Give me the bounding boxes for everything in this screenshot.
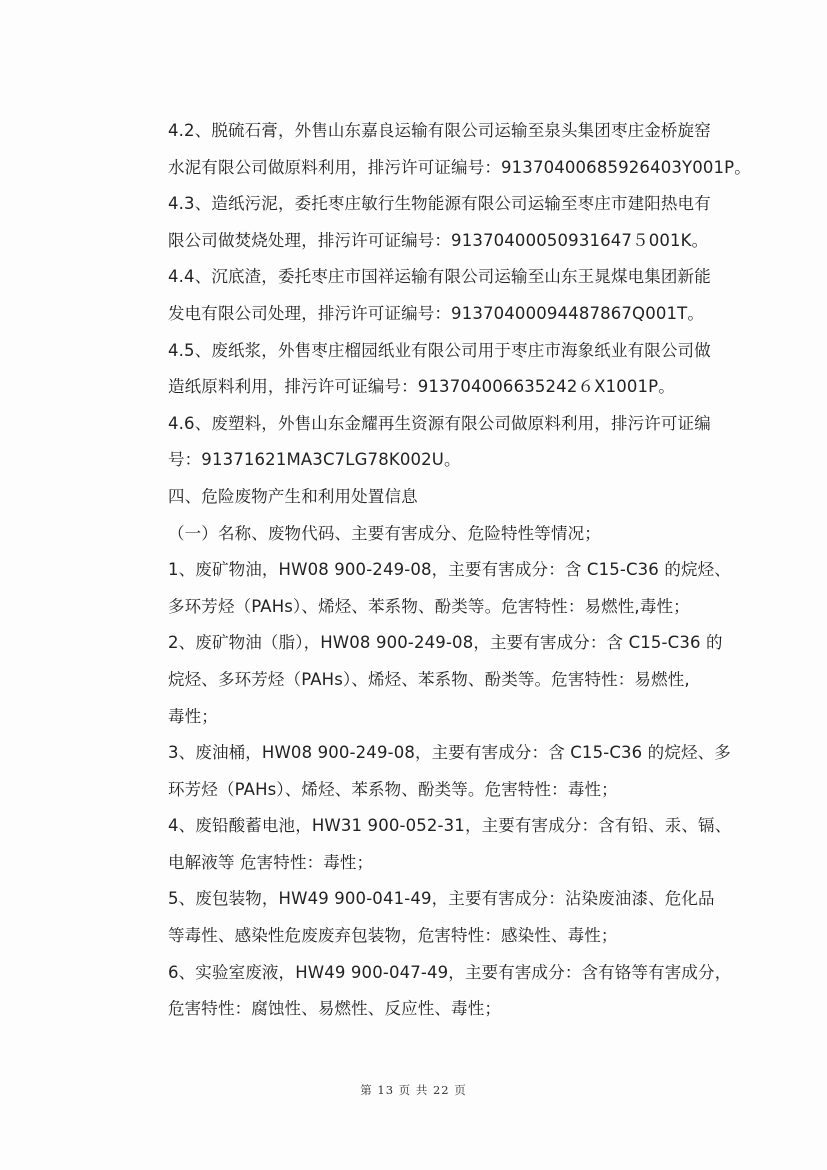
text-line: 发电有限公司处理，排污许可证编号：91370400094487867Q001T。 (168, 303, 705, 323)
text-line: 造纸原料利用，排污许可证编号：913704006635242６X1001P。 (168, 377, 675, 397)
text-line: 6、实验室废液，HW49 900-047-49，主要有害成分：含有铬等有害成分， (168, 962, 732, 982)
document-body (168, 113, 751, 1028)
subsection-heading: （一）名称、废物代码、主要有害成分、危险特性等情况； (168, 523, 601, 543)
text-line: 水泥有限公司做原料利用，排污许可证编号：91370400685926403Y001P。 (168, 157, 751, 177)
text-line: 4、废铅酸蓄电池，HW31 900-052-31，主要有害成分：含有铅、汞、镉、 (168, 816, 732, 836)
text-line: 4.4、沉底渣，委托枣庄市国祥运输有限公司运输至山东王晁煤电集团新能 (168, 267, 711, 287)
text-line: 危害特性：腐蚀性、易燃性、反应性、毒性； (168, 999, 501, 1019)
text-line: 限公司做焚烧处理，排污许可证编号：91370400050931647５001K。 (168, 230, 709, 250)
text-line: 3、废油桶，HW08 900-249-08，主要有害成分：含 C15-C36 的烷烃、多 (168, 743, 731, 763)
text-line: 4.5、废纸浆，外售枣庄榴园纸业有限公司用于枣庄市海象纸业有限公司做 (168, 340, 711, 360)
text-line: 毒性； (168, 706, 218, 726)
text-line: 电解液等 危害特性：毒性； (168, 852, 374, 872)
text-line: 5、废包装物，HW49 900-041-49，主要有害成分：沾染废油漆、危化品 (168, 889, 715, 909)
text-line: 2、废矿物油（脂），HW08 900-249-08，主要有害成分：含 C15-C36 的 (168, 633, 723, 653)
text-line: 等毒性、感染性危废废弃包装物，危害特性：感染性、毒性； (168, 926, 618, 946)
text-line: 环芳烃（PAHs）、烯烃、苯系物、酚类等。危害特性：毒性； (168, 779, 618, 799)
page-number: 第 13 页 共 22 页 (360, 1083, 467, 1097)
text-line: 号：91371621MA3C7LG78K002U。 (168, 450, 461, 470)
text-line: 4.2、脱硫石膏，外售山东嘉良运输有限公司运输至泉头集团枣庄金桥旋窑 (168, 121, 711, 140)
text-line: 1、废矿物油，HW08 900-249-08，主要有害成分：含 C15-C36 的烷烃、 (168, 560, 731, 580)
section-heading: 四、危险废物产生和利用处置信息 (168, 486, 418, 506)
text-line: 烷烃、多环芳烃（PAHs）、烯烃、苯系物、酚类等。危害特性：易燃性, (168, 669, 690, 689)
text-line: 4.6、废塑料，外售山东金耀再生资源有限公司做原料利用，排污许可证编 (168, 413, 711, 433)
text-line: 4.3、造纸污泥，委托枣庄敏行生物能源有限公司运输至枣庄市建阳热电有 (168, 194, 711, 214)
text-line: 多环芳烃（PAHs）、烯烃、苯系物、酚类等。危害特性：易燃性,毒性； (168, 596, 690, 616)
